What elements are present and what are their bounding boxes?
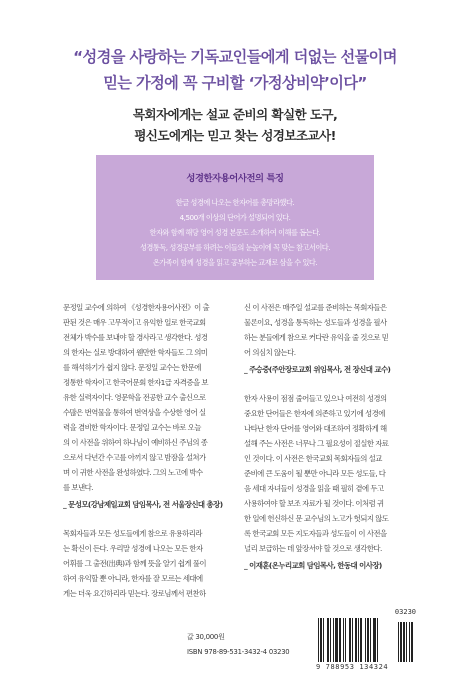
endorsement-line: 수많은 번역물을 통하여 번역상을 수상한 영어 실 [63,408,206,417]
endorsement-line: 를 해석하기가 쉽지 않다. 문정일 교수는 한문에 [63,363,201,372]
endorsement-line: 정통한 학자이고 한국어문회 한자1급 자격증을 보 [63,378,208,387]
isbn: ISBN 978-89-531-3432-4 03230 [187,648,290,656]
endorser-signature: _ 문성모(강남제일교회 담임목사, 전 서울장신대 총장) [63,500,223,509]
barcode-addon-number: 03230 [394,608,416,616]
endorsement-line: 물론이요, 성경을 통독하는 성도들과 성경을 필사 [244,318,387,327]
headline-quote [0,44,470,96]
headline-line-1: “성경을 사랑하는 기독교인들에게 더없는 선물이며 [73,48,397,66]
endorsement-column-right [244,300,422,587]
endorsement-line: 널리 보급하는 데 앞장서야 할 것으로 생각한다. [244,544,382,553]
price: 값 30,000원 [187,633,225,641]
endorsement-line: 는 확신이 든다. 우리말 성경에 나오는 모든 한자 [63,544,203,553]
endorsement-line: 며 이 귀한 사전을 완성하였다. 그의 노고에 박수 [63,468,203,477]
endorsement-line: 준비에 큰 도움이 될 뿐만 아니라 모든 성도들, 다 [244,469,386,478]
endorsement-line: 의 한자는 실로 방대하여 웬만한 학자들도 그 의미 [63,348,208,357]
endorsement-line: 신 이 사전은 매주일 설교를 준비하는 목회자들은 [244,303,387,312]
endorsement-line: 판된 것은 매우 고무적이고 유익한 일로 한국교회 [63,318,206,327]
feature-item: 성경통독, 성경공부를 하려는 이들의 눈높이에 꼭 맞는 참고서이다. [139,243,331,252]
features-box [96,155,374,280]
features-title: 성경한자용어사전의 특징 [186,173,284,184]
tagline [0,104,470,146]
endorsement-line: 유한 실력자이다. 영문학을 전공한 교수 출신으로 [63,393,206,402]
endorsement-line: 사용하여야 할 보조 자료가 될 것이다. 이처럼 귀 [244,499,384,508]
endorsement-line: 하여 유익할 뿐 아니라, 한자를 잘 모르는 세대에 [63,574,203,583]
endorsement-column-left [63,300,241,601]
feature-item: 온가족이 함께 성경을 읽고 공부하는 교재로 삼을 수 있다. [152,258,318,267]
endorsement-line: 나타난 한자 단어를 영어와 대조하여 정확하게 해 [244,424,387,433]
tagline-line-2: 평신도에게는 믿고 찾는 성경보조교사! [134,128,336,143]
barcode [316,608,416,672]
endorsement-line: 록 한국교회 모든 지도자들과 성도들이 이 사전을 [244,529,387,538]
endorsement-line: 음 세대 자녀들이 성경을 읽을 때 필히 곁에 두고 [244,484,384,493]
barcode-number: 9 788953 134324 [316,663,389,671]
feature-item: 한글 성경에 나오는 한자어를 총망라했다. [175,198,295,207]
endorsement-line: 게는 더욱 요긴하리라 믿는다. 장로님께서 편찬하 [63,589,206,598]
endorsement-line: 인 것이다. 이 사전은 한국교회 목회자들의 설교 [244,454,382,463]
headline-line-2: 믿는 가정에 꼭 구비할 ‘가정상비약’이다” [103,74,367,92]
endorsement-line: 한자 사용이 점점 줄어들고 있으나 여전히 성경의 [244,394,387,403]
endorsement-line: 전체가 박수를 보내야 할 경사라고 생각한다. 성경 [63,333,208,342]
endorsement-line: 하는 분들에게 참으로 커다란 유익을 줄 것으로 믿 [244,333,389,342]
feature-item: 한자와 함께 해당 영어 성경 본문도 소개하여 이해를 돕는다. [149,228,321,237]
endorsement-line: 의 이 사전을 위하여 하나님이 예비하신 주님의 종 [63,438,208,447]
barcode-bars-icon [318,618,416,662]
endorsement-line: 목회자들과 모든 성도들에게 참으로 유용하리라 [63,529,202,538]
endorsement-line: 어휘를 그 출전(出典)과 함께 뜻을 알기 쉽게 풀이 [63,559,206,568]
endorsement-line: 를 보낸다. [63,483,93,492]
endorsement-line: 중요한 단어들은 한자에 의존하고 있기에 성경에 [244,409,385,418]
endorsement-line: 으로서 다년간 수고를 아끼지 않고 밤잠을 설쳐가 [63,453,206,462]
endorser-signature: _ 주승중(주안장로교회 위임목사, 전 장신대 교수) [244,365,391,374]
endorsement-line: 력을 겸비한 학자이다. 문정일 교수는 바로 오늘 [63,423,201,432]
features-list [96,195,374,270]
endorsement-line: 어 의심치 않는다. [244,348,296,357]
feature-item: 4,500개 이상의 단어가 설명되어 있다. [179,213,291,222]
endorser-signature: _ 이재훈(온누리교회 담임목사, 한동대 이사장) [244,561,382,570]
tagline-line-1: 목회자에게는 설교 준비의 확실한 도구, [132,107,338,122]
endorsement-line: 설해 주는 사전은 너무나 그 필요성이 절실한 자료 [244,439,389,448]
endorsement-line: 한 일에 헌신하신 문 교수님의 노고가 헛되지 않도 [244,514,389,523]
endorsement-line: 문정일 교수에 의하여 《성경한자용어사전》이 출 [63,303,210,312]
